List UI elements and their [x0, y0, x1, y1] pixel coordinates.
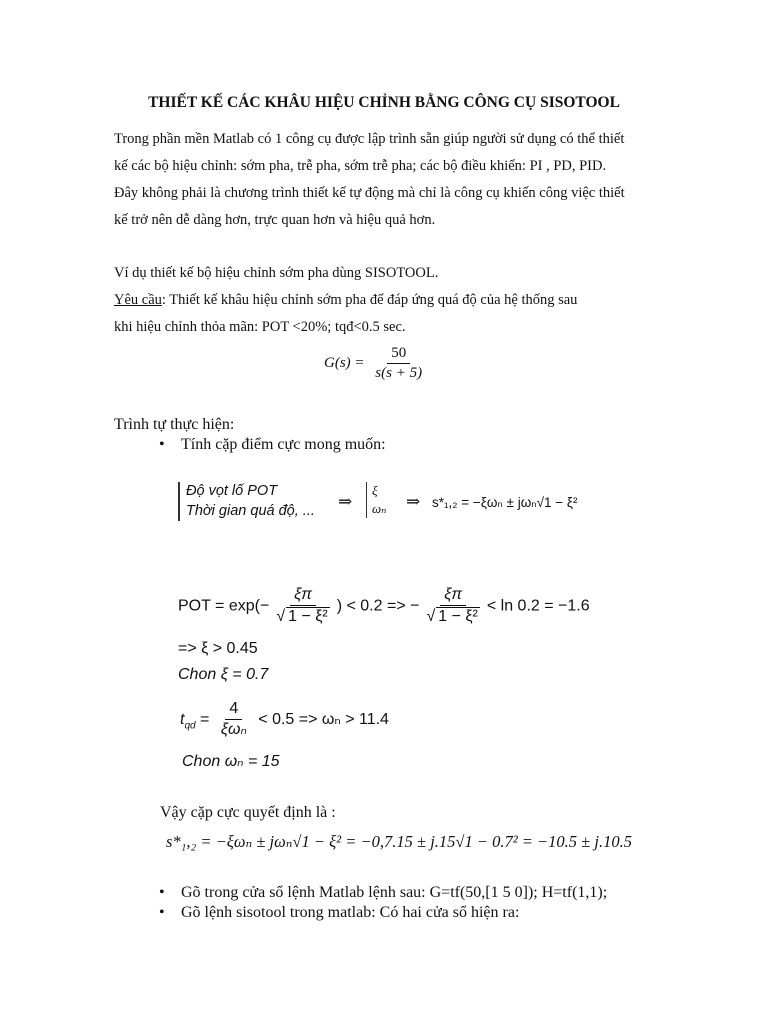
- sqrt-icon-2: √: [426, 608, 436, 626]
- requirement-line: [114, 292, 577, 309]
- transfer-lhs: G(s) =: [324, 355, 365, 372]
- transfer-fraction: [371, 345, 426, 383]
- box-brace: [178, 482, 315, 521]
- transfer-den: s(s + 5): [375, 365, 423, 382]
- page-title: THIẾT KẾ CÁC KHÂU HIỆU CHỈNH BẰNG CÔNG CỤ SISOTOOL: [148, 94, 620, 111]
- bullet-sisotool: • Gõ lệnh sisotool trong matlab: Có hai cửa sổ hiện ra:: [181, 904, 519, 922]
- pot-den-2: [422, 606, 483, 626]
- box-formula: s*₁,₂ = −ξωₙ ± jωₙ√1 − ξ²: [432, 495, 578, 510]
- box-wn: ωₙ: [372, 501, 387, 517]
- procedure-title: Trình tự thực hiện:: [114, 416, 235, 433]
- pot-fraction: [272, 586, 333, 627]
- chon-xi: Chon ξ = 0.7: [178, 666, 269, 683]
- tqd-eq: =: [200, 711, 210, 729]
- tqd-num: 4: [225, 700, 242, 720]
- tqd-fraction: [217, 700, 251, 740]
- box-line-1: Độ vọt lố POT: [186, 483, 278, 499]
- pot-num-2: ξπ: [440, 586, 466, 606]
- tqd-sub: qd: [184, 720, 196, 732]
- tqd-lhs: t: [180, 711, 185, 729]
- conclusion-label: Vậy cặp cực quyết định là :: [160, 804, 336, 821]
- transfer-num: 50: [387, 345, 410, 364]
- intro-line-1: Trong phần mền Matlab có 1 công cụ được lập trình sẵn giúp người sử dụng có thể thiết: [114, 131, 625, 147]
- box-line-2: Thời gian quá độ, ...: [186, 502, 315, 519]
- xi-condition: => ξ > 0.45: [178, 640, 258, 657]
- intro-line-2: kế các bộ hiệu chỉnh: sớm pha, trễ pha, sớm trễ pha; các bộ điều khiển: PI , PD, PID.: [114, 158, 607, 174]
- requirement-line-2: khi hiệu chỉnh thỏa mãn: POT <20%; tqđ<0.5 sec.: [114, 319, 406, 335]
- pot-equation: [178, 586, 590, 627]
- bullet-poles: • Tính cặp điểm cực mong muốn:: [181, 436, 386, 454]
- requirement-label: Yêu cầu: [114, 292, 162, 308]
- tqd-equation: [180, 700, 389, 740]
- pot-den: [272, 606, 333, 626]
- requirement-text: : Thiết kế khâu hiệu chỉnh sớm pha để đáp ứng quá độ của hệ thống sau: [161, 292, 578, 308]
- chon-wn: Chon ωₙ = 15: [182, 753, 280, 770]
- intro-line-3: Đây không phải là chương trình thiết kế tự động mà chỉ là công cụ khiến công việc thiết: [114, 185, 625, 201]
- tqd-den: ξωₙ: [220, 721, 247, 739]
- box-vars: [366, 482, 386, 518]
- pot-rhs: < ln 0.2 = −1.6: [486, 597, 590, 615]
- pot-den-rad-2: 1 − ξ²: [438, 608, 478, 626]
- pot-fraction-2: [422, 586, 483, 627]
- pot-mid: ) < 0.2 => −: [336, 597, 420, 615]
- conclusion-formula: s*₁,₂ = −ξωₙ ± jωₙ√1 − ξ² = −0,7.15 ± j.15√1 − 0.7² = −10.5 ± j.10.5: [166, 832, 632, 851]
- example-title: Ví dụ thiết kế bộ hiệu chỉnh sớm pha dùng SISOTOOL.: [114, 265, 439, 281]
- pole-formula-image: [178, 482, 590, 538]
- pot-lhs: POT = exp(−: [178, 597, 270, 615]
- transfer-function: [324, 345, 429, 383]
- pot-den-rad: 1 − ξ²: [288, 608, 328, 626]
- box-xi: ξ: [372, 483, 378, 498]
- box-arrow-icon-2: ⇒: [406, 492, 421, 511]
- pot-num: ξπ: [290, 586, 316, 606]
- intro-line-4: kế trở nên dễ dàng hơn, trực quan hơn và hiệu quả hơn.: [114, 212, 436, 228]
- bullet-matlab-command: • Gõ trong cửa sổ lệnh Matlab lệnh sau: G=tf(50,[1 5 0]); H=tf(1,1);: [181, 884, 607, 902]
- box-arrow-icon: ⇒: [338, 492, 353, 511]
- tqd-rhs: < 0.5 => ωₙ > 11.4: [258, 711, 389, 729]
- sqrt-icon: √: [276, 608, 286, 626]
